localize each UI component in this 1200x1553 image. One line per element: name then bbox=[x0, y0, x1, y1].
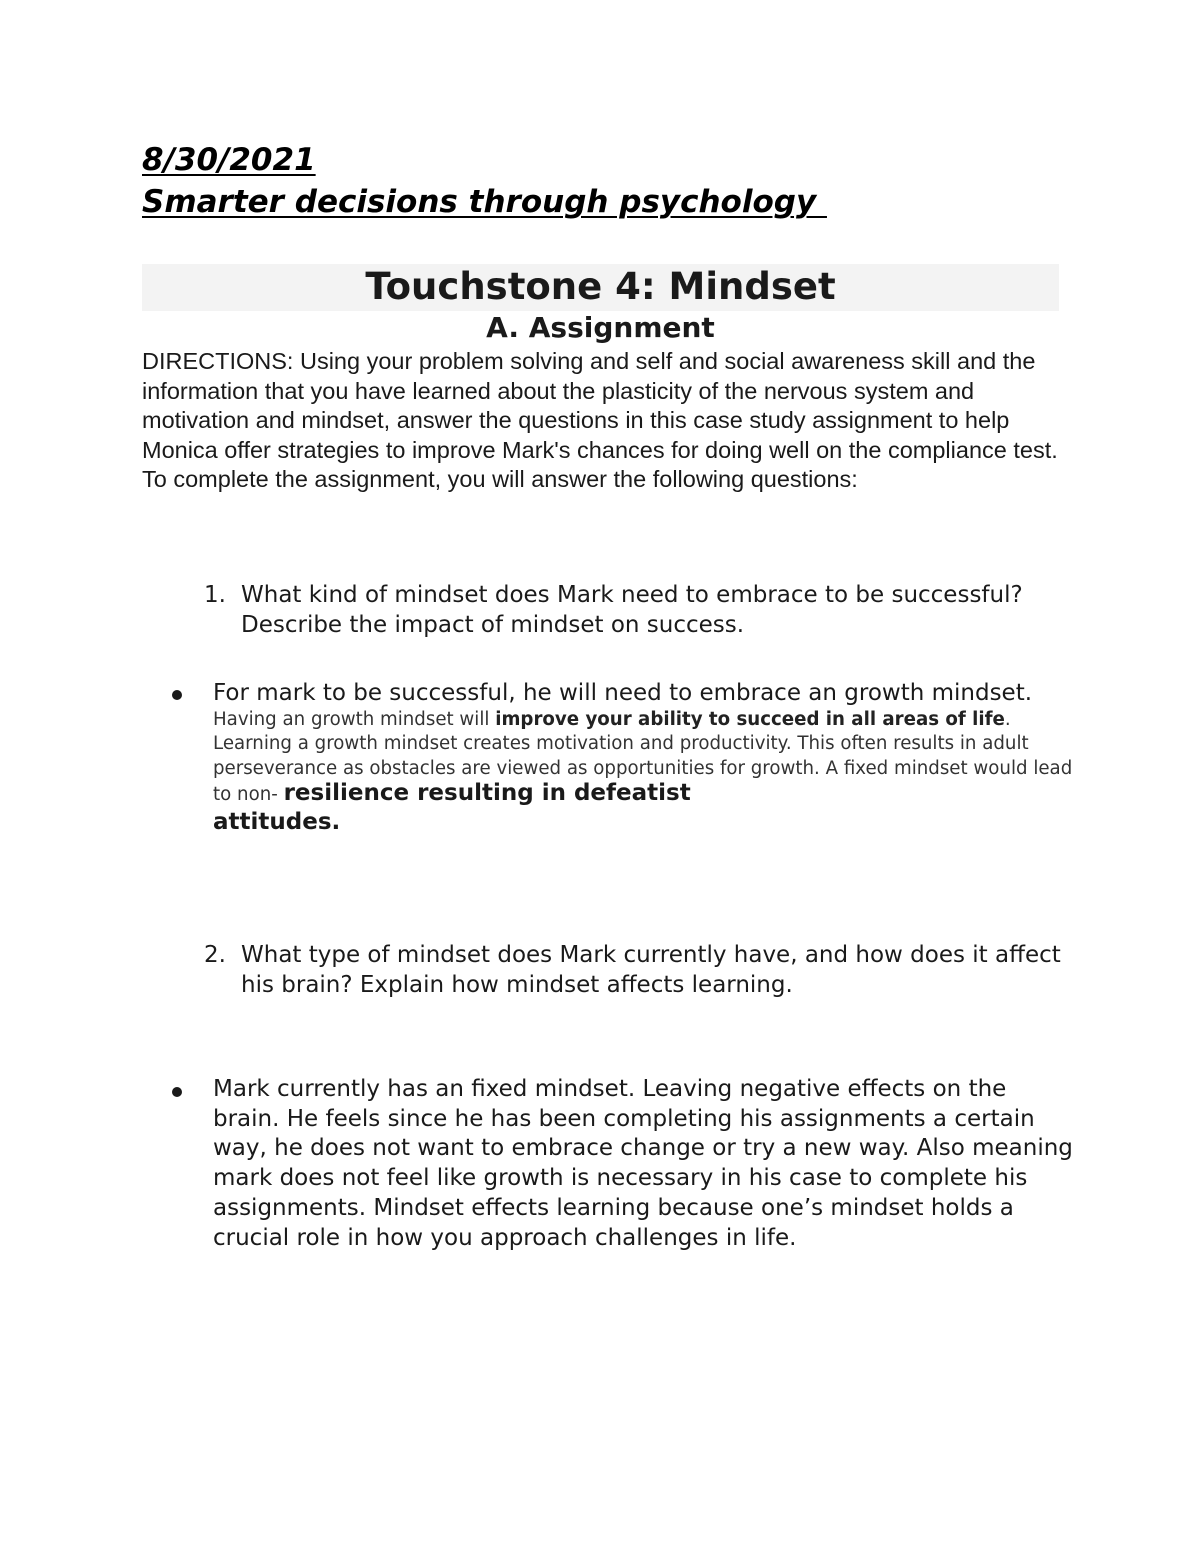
answer-1-detail bbox=[213, 708, 1073, 807]
document-date: 8/30/2021 bbox=[142, 142, 316, 178]
answer-2-bullet bbox=[172, 1087, 182, 1097]
answer-1-detail-big: resilience resulting in defeatist bbox=[283, 779, 691, 806]
answer-1-bullet bbox=[172, 690, 182, 700]
answer-2-text: Mark currently has an fixed mindset. Leaving negative effects on the brain. He feels since he has been completing his assignments a certain way, he does not want to embrace change or try a new way. Also meaning mark does not feel like growth is necessary in his case to complete his assignments. Mindset effects learning because one’s mindset holds a crucial role in how you approach challenges in life. bbox=[213, 1076, 1073, 1251]
question-2-number: 2. bbox=[204, 942, 226, 968]
answer-1-detail-bold: improve your ability to succeed in all areas of life bbox=[495, 709, 1005, 730]
page-title: Touchstone 4: Mindset bbox=[365, 265, 836, 308]
question-1-number: 1. bbox=[204, 582, 226, 608]
answer-1-detail-middle: . Learning a growth mindset creates motivation and productivity. This often results in adult perseverance as obstacles are viewed as opportunities for growth. A fixed mindset would lead to non- bbox=[213, 709, 1073, 805]
answer-1 bbox=[213, 679, 1073, 838]
question-1-text: What kind of mindset does Mark need to embrace to be successful? Describe the impact of mindset on success. bbox=[241, 582, 1023, 638]
answer-1-lead: For mark to be successful, he will need to embrace an growth mindset. bbox=[213, 680, 1033, 706]
answer-1-detail-end: attitudes. bbox=[213, 809, 341, 836]
answer-1-detail-start: Having an growth mindset will bbox=[213, 709, 496, 730]
document-subtitle: Smarter decisions through psychology bbox=[142, 184, 827, 220]
section-heading: A. Assignment bbox=[486, 311, 715, 344]
question-2-text: What type of mindset does Mark currently have, and how does it affect his brain? Explain how mindset affects learning. bbox=[241, 942, 1061, 998]
directions-paragraph: DIRECTIONS: Using your problem solving and self and social awareness skill and the information that you have learned about the plasticity of the nervous system and motivation and mindset, answer the questions in this case study assignment to help Monica offer strategies to improve Mark's chances for doing well on the compliance test. To complete the assignment, you will answer the following questions: bbox=[142, 348, 1058, 493]
